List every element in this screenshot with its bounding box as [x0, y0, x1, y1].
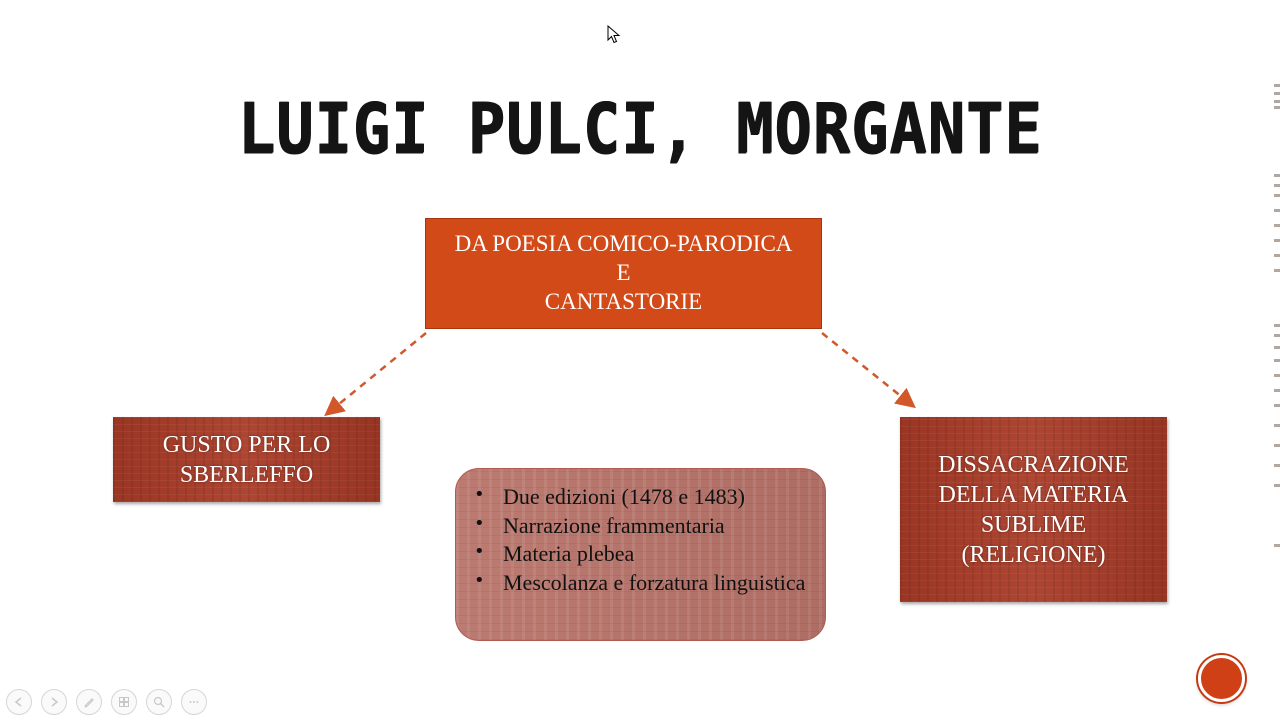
- see-all-slides-button[interactable]: [111, 689, 137, 715]
- presenter-toolbar: [6, 689, 207, 715]
- more-icon: [188, 696, 200, 708]
- zoom-icon: [153, 696, 165, 708]
- right-box-line-2: DELLA MATERIA: [938, 481, 1129, 508]
- record-button[interactable]: [1198, 655, 1245, 702]
- bullet-list: [474, 483, 805, 597]
- bullet-item: • Narrazione frammentaria: [474, 512, 805, 541]
- top-box-line-2: E: [616, 260, 631, 286]
- previous-icon: [13, 696, 25, 708]
- previous-slide-button[interactable]: [6, 689, 32, 715]
- slide-title: LUIGI PULCI, MORGANTE: [237, 87, 1043, 170]
- bullet-item: • Due edizioni (1478 e 1483): [474, 483, 805, 512]
- next-icon: [48, 696, 60, 708]
- top-concept-box: [425, 218, 822, 329]
- scrollbar-track[interactable]: [1274, 84, 1280, 564]
- slides-icon: [118, 696, 130, 708]
- left-concept-box: [113, 417, 380, 502]
- right-box-line-3: SUBLIME: [980, 511, 1087, 538]
- top-box-line-3: CANTASTORIE: [544, 288, 703, 314]
- arrow-left: [328, 333, 426, 413]
- mouse-cursor-icon: [607, 25, 621, 45]
- bullet-item: • Materia plebea: [474, 540, 805, 569]
- right-box-line-1: DISSACRAZIONE: [938, 451, 1129, 478]
- left-box-line-1: GUSTO PER LO: [162, 431, 331, 458]
- zoom-button[interactable]: [146, 689, 172, 715]
- next-slide-button[interactable]: [41, 689, 67, 715]
- arrow-right: [822, 333, 912, 405]
- pen-tool-button[interactable]: [76, 689, 102, 715]
- center-bullet-box: [455, 468, 826, 641]
- pen-icon: [83, 696, 95, 708]
- right-concept-box: [900, 417, 1167, 602]
- top-box-line-1: DA POESIA COMICO-PARODICA: [454, 231, 793, 257]
- right-box-line-4: (RELIGIONE): [961, 541, 1106, 568]
- left-box-line-2: SBERLEFFO: [179, 461, 314, 488]
- more-options-button[interactable]: [181, 689, 207, 715]
- bullet-item: • Mescolanza e forzatura linguistica: [474, 569, 805, 598]
